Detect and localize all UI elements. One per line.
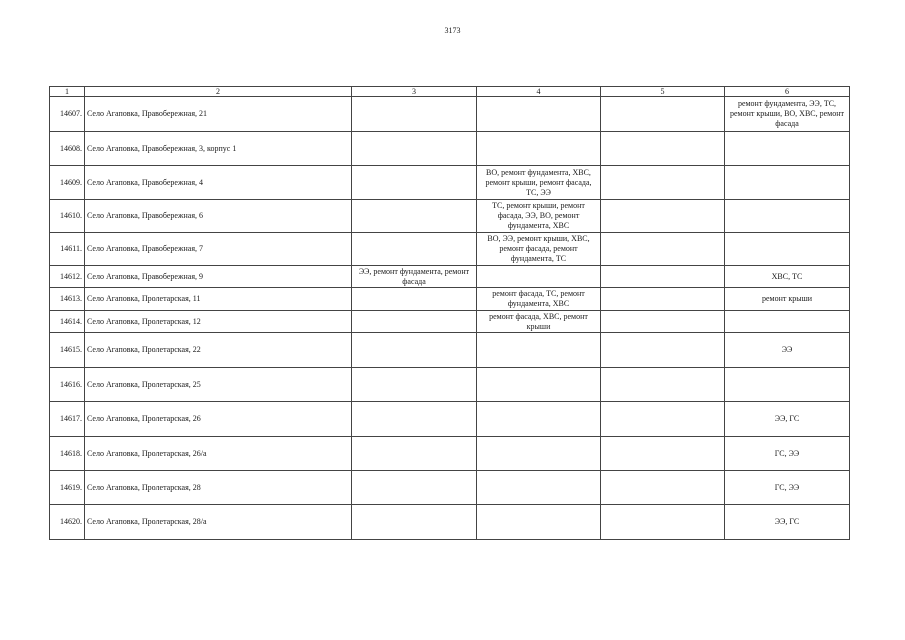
row-address: Село Агаповка, Правобережная, 6 [85, 200, 352, 233]
row-col3 [352, 200, 477, 233]
row-number: 14617. [50, 402, 85, 437]
row-col4 [477, 132, 601, 166]
row-col4 [477, 368, 601, 402]
row-col6 [725, 311, 850, 333]
col-header-6: 6 [725, 87, 850, 97]
row-address: Село Агаповка, Правобережная, 7 [85, 233, 352, 266]
row-col5 [601, 311, 725, 333]
row-col3 [352, 166, 477, 200]
row-col5 [601, 97, 725, 132]
row-col6: ЭЭ, ГС [725, 505, 850, 540]
row-col3 [352, 288, 477, 311]
header-row [50, 87, 850, 97]
row-col5 [601, 233, 725, 266]
row-number: 14609. [50, 166, 85, 200]
row-col5 [601, 437, 725, 471]
table-row [50, 402, 850, 437]
row-col4: ВО, ЭЭ, ремонт крыши, ХВС, ремонт фасада, ремонт фундамента, ТС [477, 233, 601, 266]
row-address: Село Агаповка, Правобережная, 9 [85, 266, 352, 288]
row-col3 [352, 311, 477, 333]
table-row [50, 505, 850, 540]
row-number: 14610. [50, 200, 85, 233]
row-col5 [601, 333, 725, 368]
row-col6: ЭЭ, ГС [725, 402, 850, 437]
row-col6 [725, 132, 850, 166]
table-row [50, 437, 850, 471]
row-col3 [352, 233, 477, 266]
row-col4 [477, 505, 601, 540]
row-number: 14619. [50, 471, 85, 505]
row-number: 14614. [50, 311, 85, 333]
row-col4 [477, 97, 601, 132]
row-col3: ЭЭ, ремонт фундамента, ремонт фасада [352, 266, 477, 288]
table-row [50, 288, 850, 311]
row-address: Село Агаповка, Пролетарская, 28/а [85, 505, 352, 540]
col-header-1: 1 [50, 87, 85, 97]
row-col6 [725, 200, 850, 233]
row-col3 [352, 97, 477, 132]
row-col4: ТС, ремонт крыши, ремонт фасада, ЭЭ, ВО, ремонт фундамента, ХВС [477, 200, 601, 233]
row-address: Село Агаповка, Пролетарская, 12 [85, 311, 352, 333]
table-row [50, 311, 850, 333]
row-address: Село Агаповка, Правобережная, 3, корпус 1 [85, 132, 352, 166]
row-col6 [725, 368, 850, 402]
table-row [50, 368, 850, 402]
row-col3 [352, 471, 477, 505]
row-address: Село Агаповка, Правобережная, 4 [85, 166, 352, 200]
row-col6: ЭЭ [725, 333, 850, 368]
row-col6: ГС, ЭЭ [725, 437, 850, 471]
table-row [50, 166, 850, 200]
row-col3 [352, 437, 477, 471]
row-col3 [352, 402, 477, 437]
row-address: Село Агаповка, Пролетарская, 22 [85, 333, 352, 368]
table-row [50, 266, 850, 288]
row-col4 [477, 437, 601, 471]
row-col5 [601, 166, 725, 200]
table-row [50, 132, 850, 166]
row-col3 [352, 132, 477, 166]
row-col5 [601, 266, 725, 288]
row-number: 14613. [50, 288, 85, 311]
row-address: Село Агаповка, Пролетарская, 11 [85, 288, 352, 311]
row-number: 14611. [50, 233, 85, 266]
row-col6: ХВС, ТС [725, 266, 850, 288]
col-header-4: 4 [477, 87, 601, 97]
row-address: Село Агаповка, Пролетарская, 26/а [85, 437, 352, 471]
page-number: 3173 [444, 26, 461, 35]
row-col4: ремонт фасада, ХВС, ремонт крыши [477, 311, 601, 333]
row-col4: ремонт фасада, ТС, ремонт фундамента, ХВС [477, 288, 601, 311]
repair-register-table [49, 86, 850, 540]
row-col4 [477, 402, 601, 437]
row-col5 [601, 200, 725, 233]
row-number: 14620. [50, 505, 85, 540]
col-header-2: 2 [85, 87, 352, 97]
row-col5 [601, 402, 725, 437]
row-number: 14607. [50, 97, 85, 132]
col-header-5: 5 [601, 87, 725, 97]
row-col3 [352, 368, 477, 402]
row-col6 [725, 233, 850, 266]
row-number: 14615. [50, 333, 85, 368]
table-row [50, 97, 850, 132]
row-number: 14608. [50, 132, 85, 166]
row-col5 [601, 471, 725, 505]
row-col6 [725, 166, 850, 200]
row-col3 [352, 333, 477, 368]
row-col5 [601, 288, 725, 311]
table-row [50, 471, 850, 505]
row-col4 [477, 266, 601, 288]
row-number: 14618. [50, 437, 85, 471]
row-address: Село Агаповка, Пролетарская, 25 [85, 368, 352, 402]
row-col4: ВО, ремонт фундамента, ХВС, ремонт крыши, ремонт фасада, ТС, ЭЭ [477, 166, 601, 200]
row-col5 [601, 368, 725, 402]
row-col4 [477, 471, 601, 505]
row-col5 [601, 132, 725, 166]
row-address: Село Агаповка, Правобережная, 21 [85, 97, 352, 132]
table-row [50, 233, 850, 266]
row-col4 [477, 333, 601, 368]
row-address: Село Агаповка, Пролетарская, 26 [85, 402, 352, 437]
row-col6: ремонт крыши [725, 288, 850, 311]
row-number: 14612. [50, 266, 85, 288]
table-row [50, 200, 850, 233]
col-header-3: 3 [352, 87, 477, 97]
row-col5 [601, 505, 725, 540]
row-col3 [352, 505, 477, 540]
row-col6: ГС, ЭЭ [725, 471, 850, 505]
table-row [50, 333, 850, 368]
row-number: 14616. [50, 368, 85, 402]
row-address: Село Агаповка, Пролетарская, 28 [85, 471, 352, 505]
row-col6: ремонт фундамента, ЭЭ, ТС, ремонт крыши, ВО, ХВС, ремонт фасада [725, 97, 850, 132]
